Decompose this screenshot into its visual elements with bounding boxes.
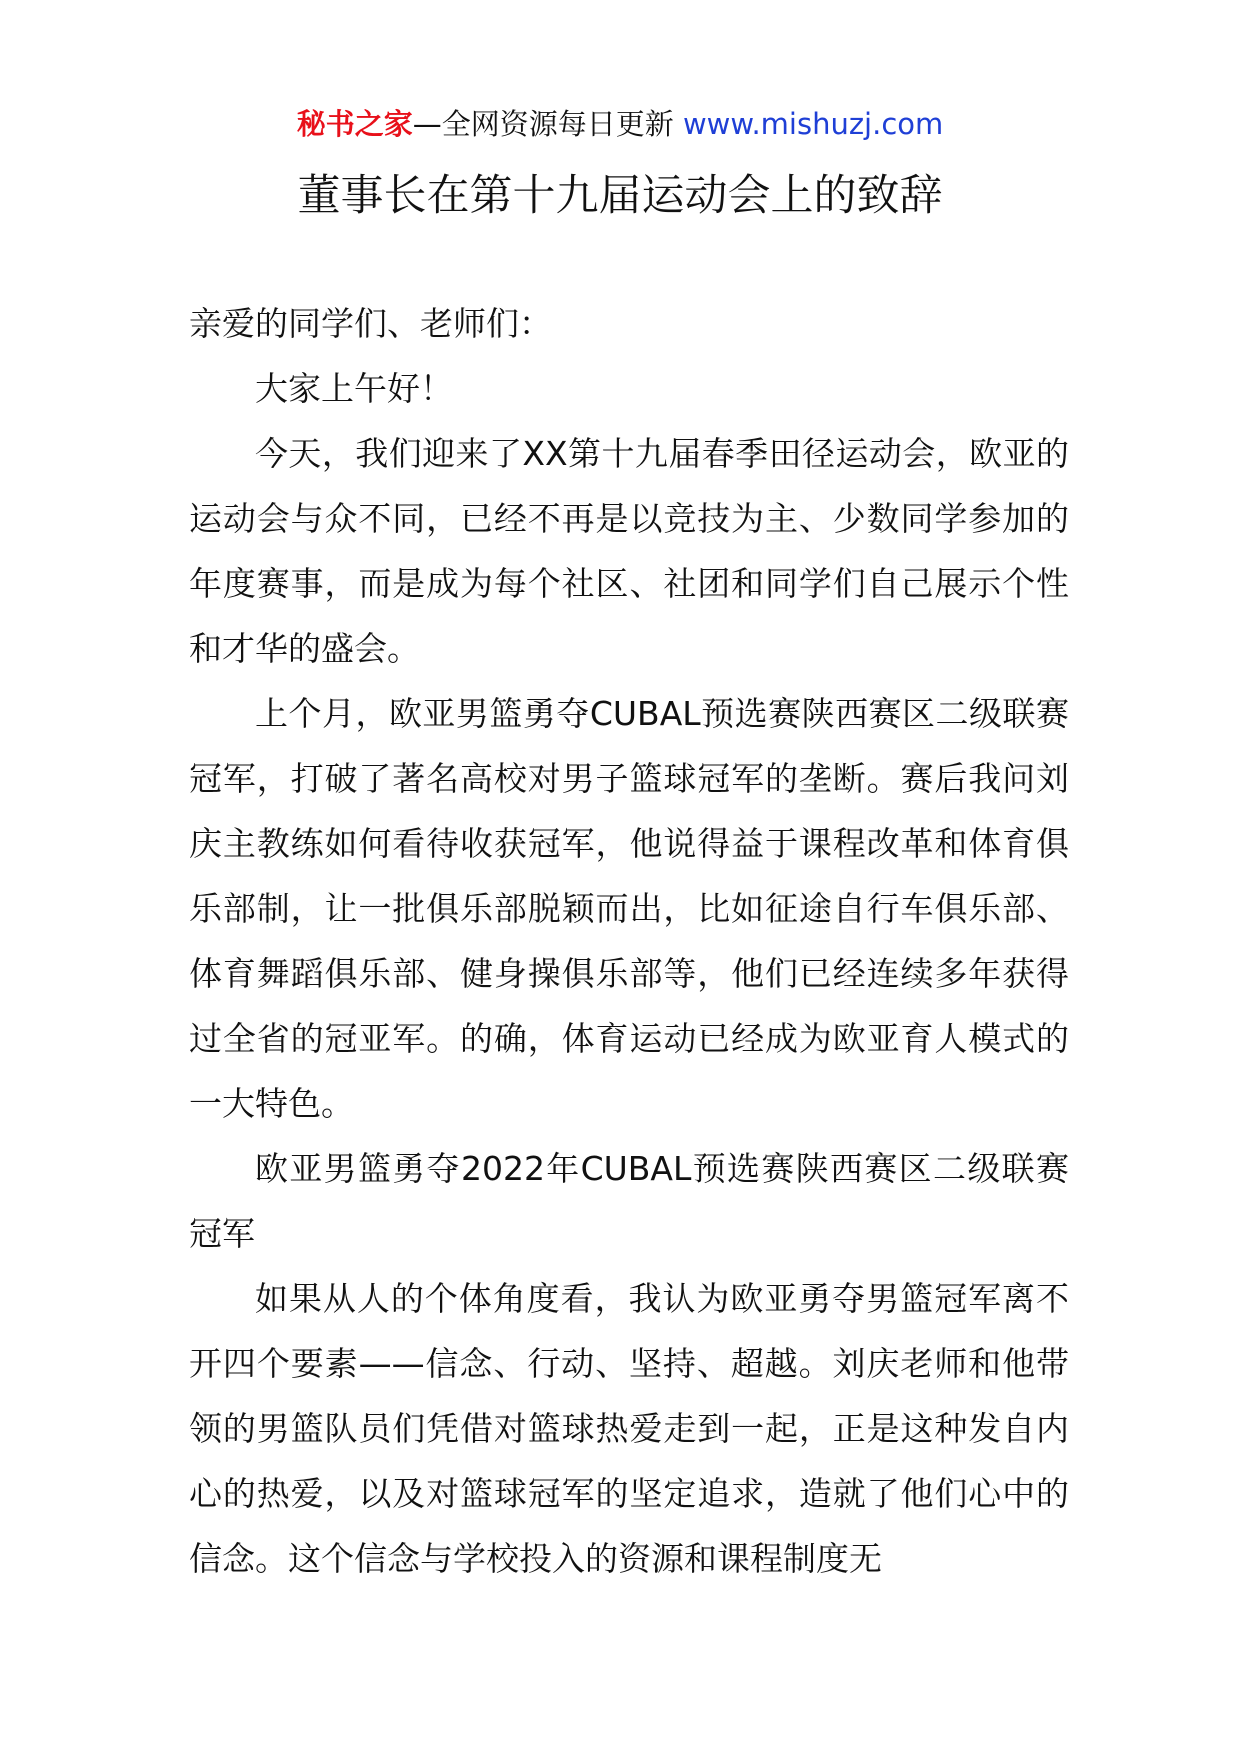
header-tagline: —全网资源每日更新 xyxy=(412,107,674,141)
brand-name: 秘书之家 xyxy=(296,107,413,141)
site-url-link[interactable]: www.mishuzj.com xyxy=(682,107,944,141)
paragraph: 如果从人的个体角度看，我认为欧亚勇夺男篮冠军离不开四个要素——信念、行动、坚持、超越。刘庆老师和他带领的男篮队员们凭借对篮球热爱走到一起，正是这种发自内心的热爱，以及对篮球冠军的坚定追求，造就了他们心中的信念。这个信念与学校投入的资源和课程制度无 xyxy=(189,1279,1069,1578)
document-body xyxy=(189,291,1069,1591)
salutation: 亲爱的同学们、老师们： xyxy=(189,304,552,343)
paragraph: 大家上午好！ xyxy=(255,369,453,408)
paragraph: 欧亚男篮勇夺2022年CUBAL预选赛陕西赛区二级联赛冠军 xyxy=(189,1149,1069,1253)
paragraph: 今天，我们迎来了XX第十九届春季田径运动会，欧亚的运动会与众不同，已经不再是以竞技为主、少数同学参加的年度赛事，而是成为每个社区、社团和同学们自己展示个性和才华的盛会。 xyxy=(189,434,1069,668)
document-title: 董事长在第十九届运动会上的致辞 xyxy=(297,171,943,221)
paragraph: 上个月，欧亚男篮勇夺CUBAL预选赛陕西赛区二级联赛冠军，打破了著名高校对男子篮球冠军的垄断。赛后我问刘庆主教练如何看待收获冠军，他说得益于课程改革和体育俱乐部制，让一批俱乐部脱颖而出，比如征途自行车俱乐部、体育舞蹈俱乐部、健身操俱乐部等，他们已经连续多年获得过全省的冠亚军。的确，体育运动已经成为欧亚育人模式的一大特色。 xyxy=(189,694,1069,1123)
site-header xyxy=(0,104,1240,144)
